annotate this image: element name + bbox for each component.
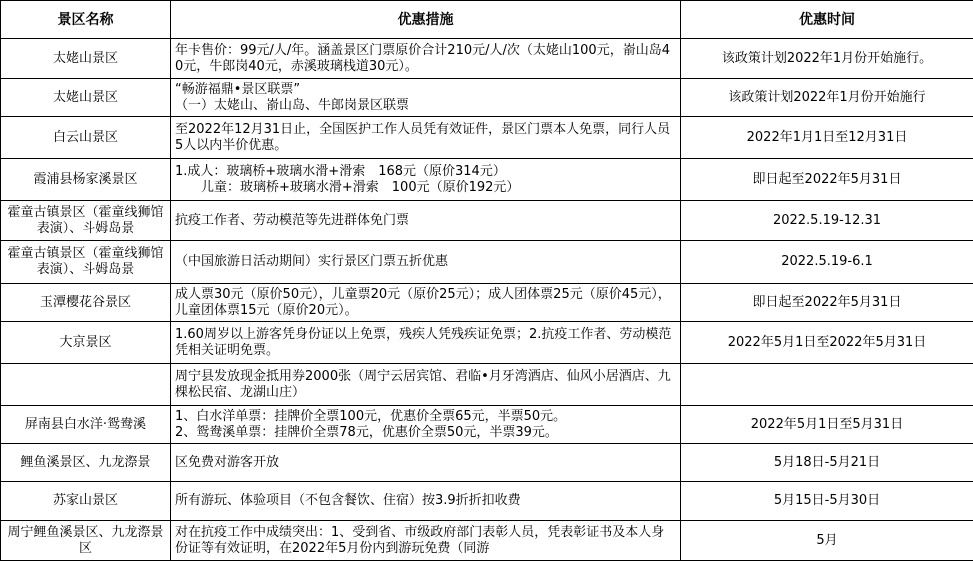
time-cell: 即日起至2022年5月31日 [681, 284, 973, 322]
measure-cell: “畅游福鼎•景区联票” （一）太姥山、嵛山岛、牛郎岗景区联票 [171, 79, 681, 117]
table-row [1, 117, 973, 159]
measure-cell: 年卡售价：99元/人/年。涵盖景区门票原价合计210元/人/次（太姥山100元，嵛山岛40元，牛郎岗40元，赤溪玻璃栈道30元）。 [171, 39, 681, 79]
measure-cell: 1.成人：玻璃桥+玻璃水滑+滑索 168元（原价314元） 儿童：玻璃桥+玻璃水滑+滑索 100元（原价192元） [171, 159, 681, 201]
time-cell: 即日起至2022年5月31日 [681, 159, 973, 201]
measure-cell: 抗疫工作者、劳动模范等先进群体免门票 [171, 201, 681, 241]
scenic-name-cell: 霍童古镇景区（霍童线狮馆表演）、斗姆岛景 [1, 201, 171, 241]
time-cell: 5月18日-5月21日 [681, 444, 973, 482]
measure-cell: 成人票30元（原价50元），儿童票20元（原价25元）；成人团体票25元（原价45元），儿童团体票15元（原价20元）。 [171, 284, 681, 322]
table-row [1, 159, 973, 201]
scenic-name-cell: 霞浦县杨家溪景区 [1, 159, 171, 201]
table-row [1, 201, 973, 241]
time-cell: 5月 [681, 521, 973, 561]
table-row [1, 444, 973, 482]
header-discount-time: 优惠时间 [681, 1, 973, 39]
time-cell: 该政策计划2022年1月份开始施行。 [681, 39, 973, 79]
time-cell: 2022.5.19-6.1 [681, 241, 973, 284]
scenic-name-cell: 大京景区 [1, 322, 171, 364]
table-row [1, 241, 973, 284]
time-cell [681, 364, 973, 406]
header-discount-measure: 优惠措施 [171, 1, 681, 39]
scenic-name-cell: 白云山景区 [1, 117, 171, 159]
table-row [1, 284, 973, 322]
measure-cell: 区免费对游客开放 [171, 444, 681, 482]
header-scenic-name: 景区名称 [1, 1, 171, 39]
table-row [1, 521, 973, 561]
scenic-name-cell [1, 364, 171, 406]
table-row [1, 482, 973, 521]
table-row [1, 39, 973, 79]
scenic-name-cell: 周宁鲤鱼溪景区、九龙漈景区 [1, 521, 171, 561]
time-cell: 5月15日-5月30日 [681, 482, 973, 521]
time-cell: 该政策计划2022年1月份开始施行 [681, 79, 973, 117]
measure-cell: （中国旅游日活动期间）实行景区门票五折优惠 [171, 241, 681, 284]
table-row [1, 406, 973, 444]
measure-cell: 周宁县发放现金抵用券2000张（周宁云居宾馆、君临•月牙湾酒店、仙风小居酒店、九棵松民宿、龙湖山庄） [171, 364, 681, 406]
measure-cell: 对在抗疫工作中成绩突出：1、受到省、市级政府部门表彰人员，凭表彰证书及本人身份证等有效证明，在2022年5月份内到游玩免费（同游 [171, 521, 681, 561]
table-row [1, 364, 973, 406]
measure-cell: 1、白水洋单票：挂牌价全票100元，优惠价全票65元，半票50元。 2、鸳鸯溪单票：挂牌价全票78元，优惠价全票50元，半票39元。 [171, 406, 681, 444]
measure-cell: 所有游玩、体验项目（不包含餐饮、住宿）按3.9折折扣收费 [171, 482, 681, 521]
measure-cell: 至2022年12月31日止，全国医护工作人员凭有效证件，景区门票本人免票，同行人员5人以内半价优惠。 [171, 117, 681, 159]
table-header-row [1, 1, 973, 39]
time-cell: 2022.5.19-12.31 [681, 201, 973, 241]
table-row [1, 79, 973, 117]
scenic-name-cell: 太姥山景区 [1, 79, 171, 117]
scenic-name-cell: 霍童古镇景区（霍童线狮馆表演）、斗姆岛景 [1, 241, 171, 284]
scenic-name-cell: 玉潭樱花谷景区 [1, 284, 171, 322]
scenic-name-cell: 苏家山景区 [1, 482, 171, 521]
scenic-name-cell: 鲤鱼溪景区、九龙漈景 [1, 444, 171, 482]
scenic-name-cell: 太姥山景区 [1, 39, 171, 79]
time-cell: 2022年1月1日至12月31日 [681, 117, 973, 159]
time-cell: 2022年5月1日至5月31日 [681, 406, 973, 444]
time-cell: 2022年5月1日至2022年5月31日 [681, 322, 973, 364]
scenic-name-cell: 屏南县白水洋·鸳鸯溪 [1, 406, 171, 444]
measure-cell: 1.60周岁以上游客凭身份证以上免票，残疾人凭残疾证免票；2.抗疫工作者、劳动模范凭相关证明免票。 [171, 322, 681, 364]
table-row [1, 322, 973, 364]
